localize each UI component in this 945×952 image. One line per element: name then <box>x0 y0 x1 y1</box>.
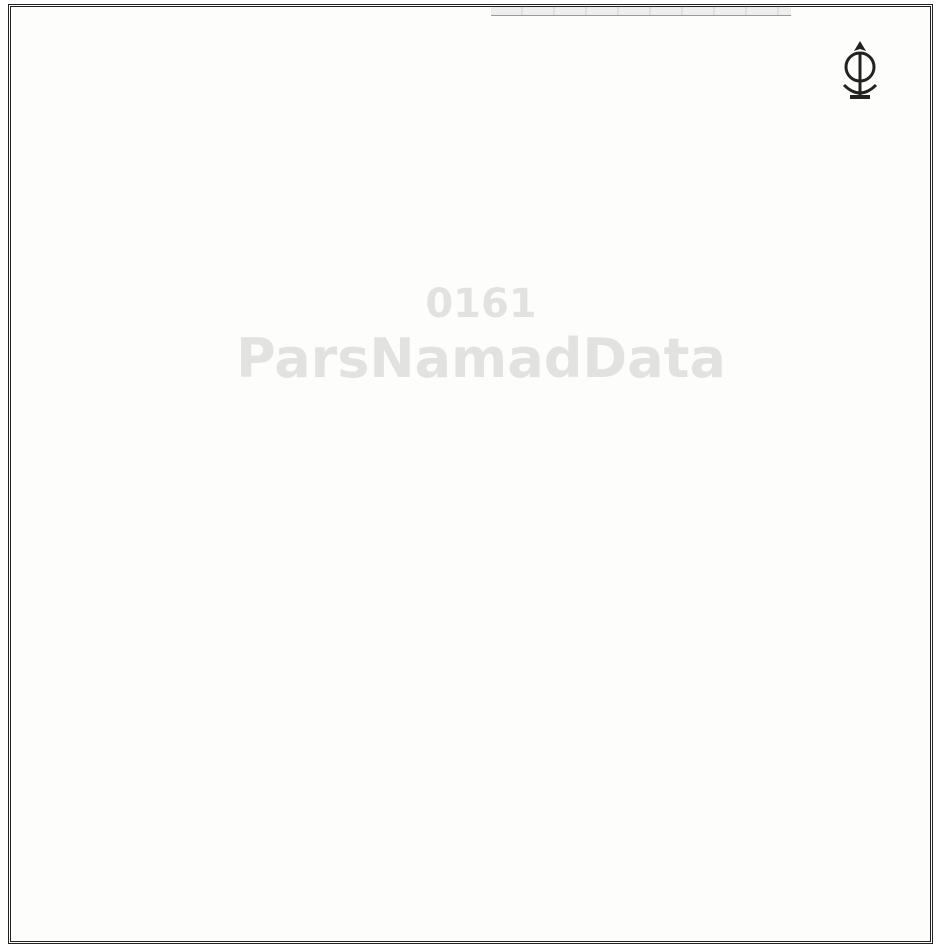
notice-header <box>11 17 930 167</box>
section-line <box>25 601 920 617</box>
section-line <box>25 345 920 361</box>
section-heading <box>25 211 920 229</box>
section-line <box>25 293 920 309</box>
section-line <box>25 533 920 549</box>
section-heading <box>25 699 920 717</box>
section-line <box>25 633 920 649</box>
section-line <box>25 769 920 785</box>
section-line <box>25 733 920 749</box>
section-line <box>25 717 920 733</box>
section-line <box>25 277 920 293</box>
section-line <box>25 517 920 533</box>
newspaper-strip <box>491 7 791 16</box>
section-line <box>25 329 920 345</box>
section-heading <box>25 174 920 192</box>
section-heading <box>25 431 920 449</box>
notice-body <box>25 172 920 812</box>
section-line <box>25 681 920 697</box>
section-line <box>25 397 920 413</box>
section-heading <box>25 751 920 769</box>
section-line <box>25 449 920 465</box>
svg-text:ParsNamadData: ParsNamadData <box>236 327 726 390</box>
section-line <box>25 565 920 581</box>
section-line <box>25 413 920 429</box>
section-heading <box>25 583 920 601</box>
section-line <box>25 785 920 801</box>
notice-page <box>8 4 933 944</box>
section-heading <box>25 311 920 329</box>
section-line <box>25 665 920 681</box>
section-heading <box>25 379 920 397</box>
notice-footer <box>11 852 930 942</box>
section-line <box>25 245 920 261</box>
section-line <box>25 261 920 277</box>
svg-text:0161: 0161 <box>425 281 537 327</box>
section-line <box>25 361 920 377</box>
emblem-icon <box>830 37 890 107</box>
section-line <box>25 501 920 517</box>
section-line <box>25 229 920 245</box>
section-line <box>25 192 920 209</box>
section-line <box>25 649 920 665</box>
section-line <box>25 549 920 565</box>
section-line <box>25 617 920 633</box>
section-heading <box>25 483 920 501</box>
section-line <box>25 465 920 481</box>
